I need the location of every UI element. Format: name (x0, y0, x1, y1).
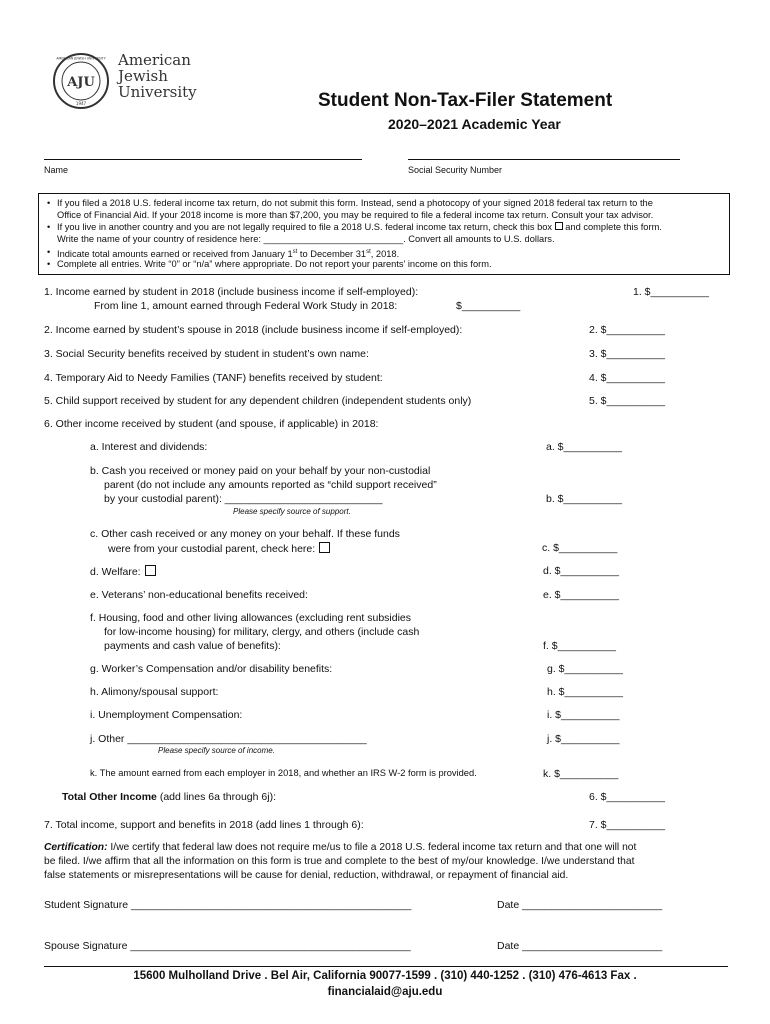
item-1-fws-amount[interactable]: $__________ (456, 300, 521, 312)
item-7-label: 7. Total income, support and benefits in 2018 (add lines 1 through 6): (44, 819, 364, 831)
item-6e-amount[interactable]: e. $__________ (543, 589, 619, 601)
item-3-label: 3. Social Security benefits received by student in student’s own name: (44, 348, 369, 360)
item-6a-label: a. Interest and dividends: (90, 441, 208, 453)
wordmark-line: Jewish (118, 67, 168, 85)
total-other-income-label: Total Other Income (add lines 6a through 6j): (62, 791, 276, 803)
item-6e-label: e. Veterans’ non-educational benefits received: (90, 589, 308, 601)
university-seal (52, 52, 110, 110)
item-6i-label: i. Unemployment Compensation: (90, 709, 243, 721)
item-4-amount[interactable]: 4. $__________ (589, 372, 665, 384)
item-7-amount[interactable]: 7. $__________ (589, 819, 665, 831)
ssn-label: Social Security Number (408, 165, 503, 175)
item-6g-amount[interactable]: g. $__________ (547, 663, 623, 675)
welfare-checkbox[interactable] (145, 565, 156, 576)
item-6b-label: b. Cash you received or money paid on your behalf by your non-custodial (90, 465, 431, 477)
footer-email[interactable]: financialaid@aju.edu (327, 986, 443, 998)
item-6f-label: f. Housing, food and other living allowances (excluding rent subsidies (90, 612, 412, 624)
item-6k-amount[interactable]: k. $__________ (543, 768, 619, 780)
total-other-income-amount[interactable]: 6. $__________ (589, 791, 665, 803)
item-2-label: 2. Income earned by student’s spouse in 2018 (include business income if self-employed): (44, 324, 463, 336)
item-5-amount[interactable]: 5. $__________ (589, 395, 665, 407)
item-6a-amount[interactable]: a. $__________ (546, 441, 622, 453)
seal-ring-text: AMERICAN JEWISH UNIVERSITY (56, 56, 106, 61)
item-6h-label: h. Alimony/spousal support: (90, 686, 219, 698)
item-6-label: 6. Other income received by student (and spouse, if applicable) in 2018: (44, 418, 379, 430)
item-6b-label: parent (do not include any amounts reported as “child support received” (104, 479, 437, 491)
wordmark-line: University (118, 83, 197, 101)
seal-initials: AJU (67, 75, 95, 90)
instructions-box: • If you filed a 2018 U.S. federal income tax return, do not submit this form. Instead, send a photocopy of your signed 2018 federal tax return to the Office of Financial Aid. If your 2018 income is more than $7,200, you may be required to file a federal income tax return. Consult your tax advisor. • If you live in another country and you are not legally required to file a 2018 U.S. federal income tax return, check this box and complete this form. Write the name of your country of residence here: ___________________________. Convert all amounts to U.S. dollars. • Indicate total amounts earned or received from January 1st to December 31st, 2018. • Complete all entries. Write “0” or “n/a” where appropriate. Do not report your parents’ income on this form. (38, 193, 730, 275)
item-6c-label: were from your custodial parent, check here: (108, 542, 330, 555)
item-6d-amount[interactable]: d. $__________ (543, 565, 619, 577)
item-6i-amount[interactable]: i. $__________ (547, 709, 620, 721)
item-6j-note: Please specify source of income. (158, 746, 275, 755)
item-5-label: 5. Child support received by student for any dependent children (independent students only) (44, 395, 472, 407)
ssn-line[interactable] (408, 159, 680, 160)
university-wordmark (118, 52, 197, 100)
student-signature-field[interactable]: Student Signature ________________________________________________ (44, 899, 412, 911)
seal-year: 1947 (75, 101, 87, 106)
item-6f-amount[interactable]: f. $__________ (543, 640, 616, 652)
foreign-country-checkbox[interactable] (555, 222, 563, 230)
item-6c-amount[interactable]: c. $__________ (542, 542, 618, 554)
item-6b-label: by your custodial parent): ___________________________ (104, 493, 383, 505)
item-6f-label: payments and cash value of benefits): (104, 640, 281, 652)
item-6d-label: d. Welfare: (90, 565, 156, 578)
item-1-amount[interactable]: 1. $__________ (633, 286, 709, 298)
item-6c-label: c. Other cash received or any money on your behalf. If these funds (90, 528, 400, 540)
form-subtitle: 2020–2021 Academic Year (388, 116, 561, 132)
spouse-signature-field[interactable]: Spouse Signature ________________________________________________ (44, 940, 411, 952)
name-line[interactable] (44, 159, 362, 160)
wordmark-line: American (118, 51, 191, 69)
custodial-parent-checkbox[interactable] (319, 542, 330, 553)
student-date-field[interactable]: Date ________________________ (497, 899, 663, 911)
name-label: Name (44, 165, 69, 175)
item-1-fws-label: From line 1, amount earned through Federal Work Study in 2018: (94, 300, 398, 312)
footer-divider (44, 966, 728, 967)
item-6g-label: g. Worker’s Compensation and/or disability benefits: (90, 663, 333, 675)
item-1-label: 1. Income earned by student in 2018 (include business income if self-employed): (44, 286, 419, 298)
form-title: Student Non-Tax-Filer Statement (318, 90, 613, 111)
item-3-amount[interactable]: 3. $__________ (589, 348, 665, 360)
certification: Certification: I/we certify that federal law does not require me/us to file a 2018 U.S. federal income tax return and that one will not be filed. I/we affirm that all the information on this form is true and complete to the best of my/our knowledge. I/we understand that false statements or misrepresentations will be cause for denial, reduction, withdrawal, or repayment of financial aid. (44, 842, 637, 881)
item-6h-amount[interactable]: h. $__________ (547, 686, 623, 698)
item-6j-label: j. Other _________________________________________ (90, 733, 367, 745)
item-6j-amount[interactable]: j. $__________ (547, 733, 620, 745)
item-6k-label: k. The amount earned from each employer in 2018, and whether an IRS W-2 form is provided. (90, 768, 477, 778)
item-6f-label: for low-income housing) for military, clergy, and others (include cash (104, 626, 420, 638)
item-6b-amount[interactable]: b. $__________ (546, 493, 622, 505)
spouse-date-field[interactable]: Date ________________________ (497, 940, 663, 952)
item-6b-note: Please specify source of support. (233, 507, 351, 516)
footer-address: 15600 Mulholland Drive . Bel Air, California 90077-1599 . (310) 440-1252 . (310) 476-4613 Fax . (133, 970, 637, 982)
item-4-label: 4. Temporary Aid to Needy Families (TANF) benefits received by student: (44, 372, 383, 384)
item-2-amount[interactable]: 2. $__________ (589, 324, 665, 336)
